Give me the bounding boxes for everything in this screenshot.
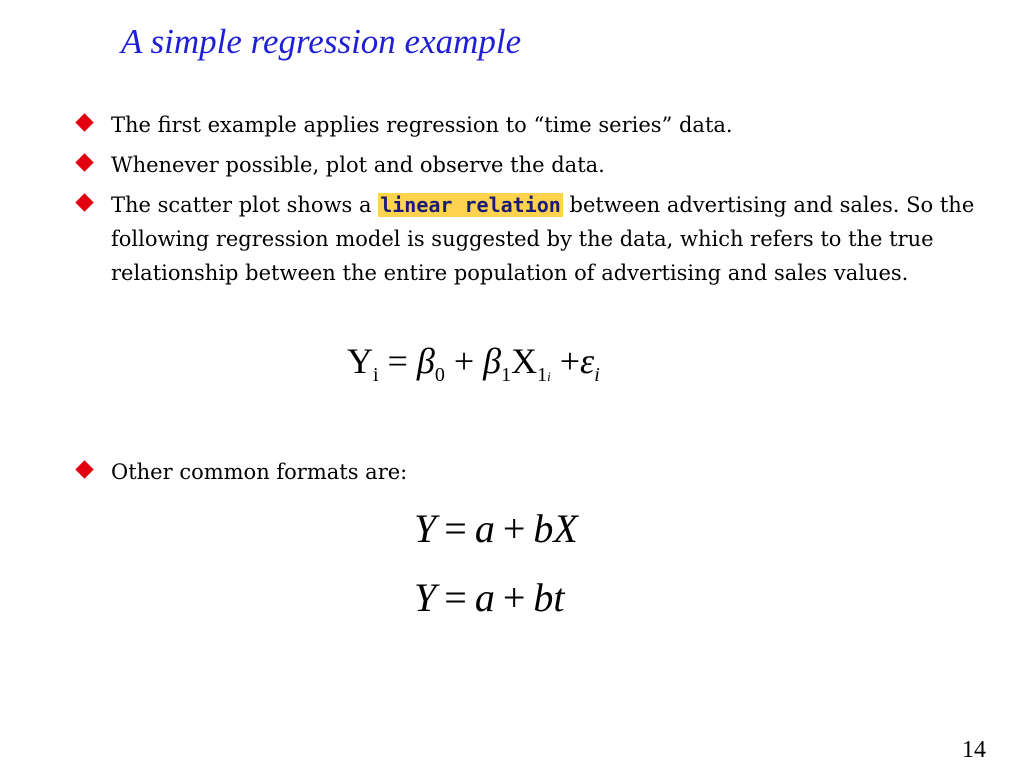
eq-epsilon-sub: i (594, 364, 600, 386)
bullet-text: Whenever possible, plot and observe the data. (111, 153, 605, 177)
eq-plus: + (559, 341, 580, 381)
page-number: 14 (962, 737, 986, 763)
diamond-bullet-icon (75, 153, 93, 171)
alt-equation-2 (414, 574, 565, 621)
eq-x-subsub: i (547, 369, 551, 384)
diamond-bullet-icon (75, 460, 93, 478)
eq-lhs-sub: i (373, 364, 379, 386)
diamond-bullet-icon (75, 193, 93, 211)
eq-beta0-sub: 0 (434, 364, 445, 386)
eq-equals: = (444, 575, 467, 620)
eq-epsilon: ε (580, 341, 595, 381)
eq-plus: + (502, 575, 526, 620)
bullet-text: Other common formats are: (111, 460, 408, 484)
eq-plus: + (453, 341, 475, 381)
eq-equals: = (444, 506, 467, 551)
eq-plus: + (502, 506, 526, 551)
eq-lhs: Y (414, 506, 437, 551)
alt-equation-1 (414, 505, 578, 552)
bullet-text: The first example applies regression to “time series” data. (111, 113, 733, 137)
eq-beta1-sub: 1 (501, 364, 512, 386)
eq-rhs: bX (533, 506, 578, 551)
eq-beta0: β (416, 341, 435, 381)
diamond-bullet-icon (75, 113, 93, 131)
bullet-item (72, 455, 992, 489)
bullet-item (72, 188, 992, 290)
eq-x: X (511, 341, 538, 381)
bullet-text (111, 188, 991, 290)
eq-a: a (474, 575, 495, 620)
slide-title: A simple regression example (121, 22, 522, 61)
eq-x-sub: 1 (537, 364, 548, 386)
eq-equals: = (387, 341, 408, 381)
bullet-text-pre: The scatter plot shows a (111, 193, 379, 217)
bullet-item (72, 108, 992, 142)
eq-lhs: Y (414, 575, 437, 620)
regression-equation (347, 340, 600, 387)
bullet-item (72, 148, 992, 182)
highlighted-term: linear relation (380, 193, 561, 217)
eq-a: a (474, 506, 495, 551)
bullet-text-post: between advertising and sales. So the following regression model is suggested by the data, which refers to the true relationship between the entire population of advertising and sales values. (111, 193, 975, 285)
eq-beta1: β (483, 341, 502, 381)
eq-rhs: bt (533, 575, 565, 620)
eq-lhs: Y (347, 341, 373, 381)
